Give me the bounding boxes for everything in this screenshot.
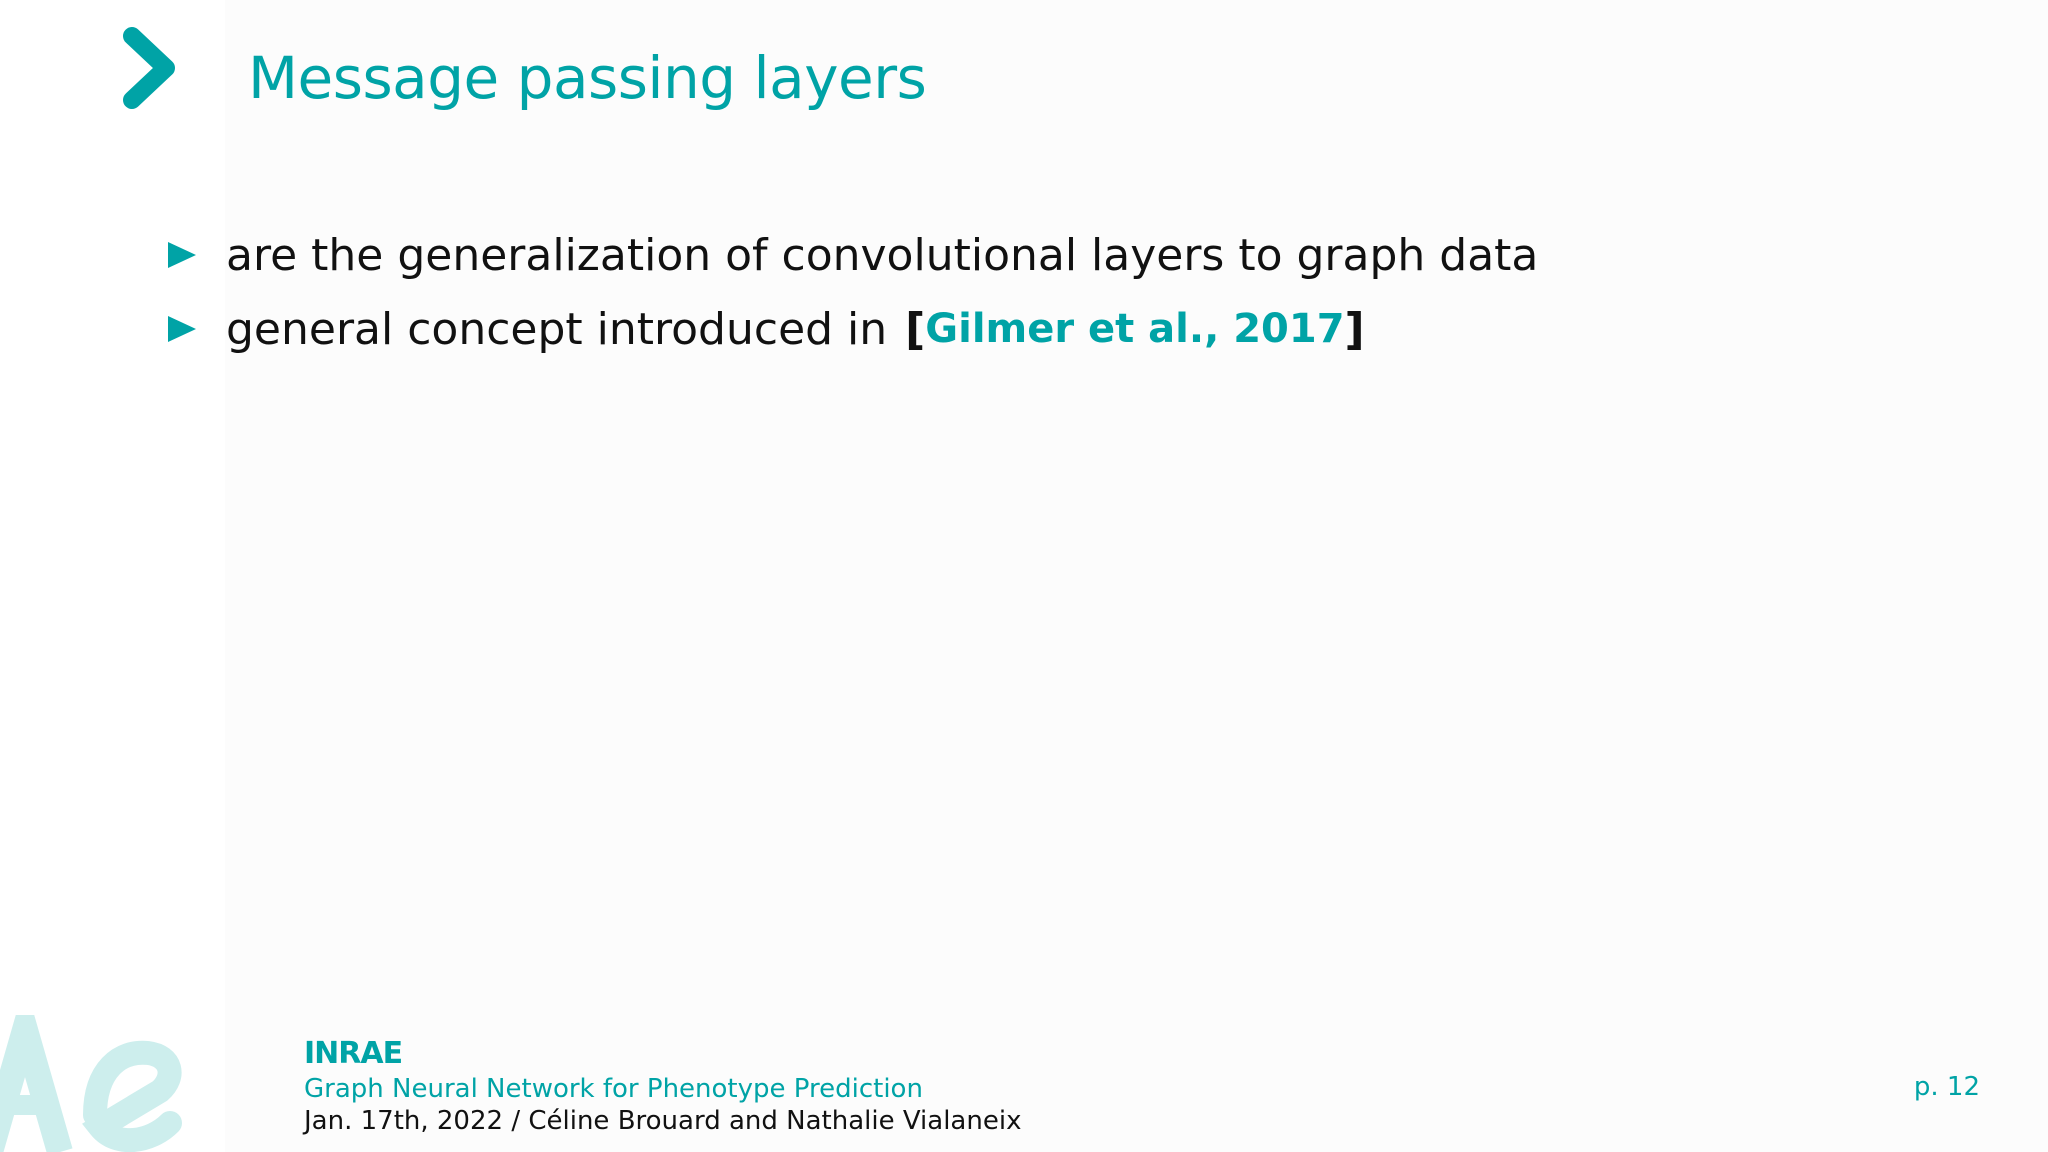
footer-presentation-title: Graph Neural Network for Phenotype Prediction: [304, 1074, 923, 1104]
citation-close-bracket: ]: [1344, 303, 1365, 355]
ae-logo-icon: [0, 1015, 185, 1152]
footer-date-authors: Jan. 17th, 2022 / Céline Brouard and Nathalie Vialaneix: [304, 1106, 1022, 1136]
bullet-item: [166, 292, 1538, 366]
triangle-right-icon: [166, 239, 198, 271]
citation-link[interactable]: Gilmer et al., 2017: [925, 306, 1345, 352]
brand-logo: INRAE: [304, 1036, 403, 1071]
left-margin: [0, 0, 225, 1152]
bullet-text: general concept introduced in: [226, 303, 888, 355]
slide-title: Message passing layers: [248, 44, 927, 112]
page-number: p. 12: [1913, 1072, 1980, 1102]
bullet-item: [166, 218, 1538, 292]
bullet-list: [166, 218, 1538, 366]
bullet-text: are the generalization of convolutional layers to graph data: [226, 229, 1539, 281]
triangle-right-icon: [166, 313, 198, 345]
chevron-right-icon: [120, 26, 184, 110]
citation-open-bracket: [: [905, 303, 926, 355]
